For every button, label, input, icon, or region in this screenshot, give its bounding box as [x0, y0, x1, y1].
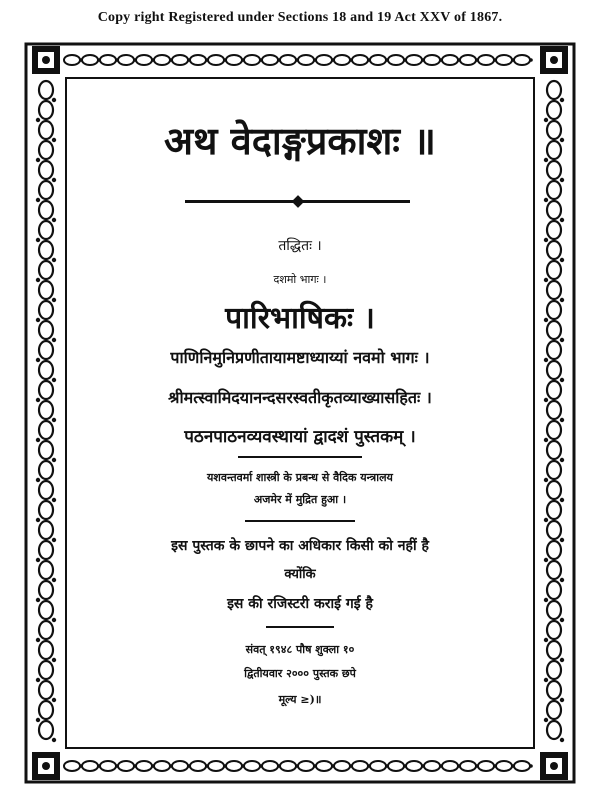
divider-rule	[185, 200, 410, 203]
date-line: संवत् १९४८ पौष शुक्ला १०	[245, 643, 355, 656]
book-title: अथ वेदाङ्गप्रकाशः ॥	[164, 118, 436, 163]
description-line-1: पाणिनिमुनिप्रणीतायामष्टाध्याय्यां नवमो भागः ।	[170, 348, 430, 367]
title-page-content	[80, 60, 520, 750]
description-line-3: पठनपाठनव्यवस्थायां द्वादशं पुस्तकम् ।	[184, 427, 416, 447]
rights-notice-1: इस पुस्तक के छापने का अधिकार किसी को नहीं है	[171, 538, 429, 554]
press-line-2: अजमेर में मुद्रित हुआ ।	[253, 493, 347, 506]
copyright-notice: Copy right Registered under Sections 18 and 19 Act XXV of 1867.	[97, 10, 503, 25]
rights-notice-2: क्योंकि	[284, 567, 316, 582]
press-line-1: यशवन्तवर्मा शास्त्री के प्रबन्ध से वैदिक यन्त्रालय	[207, 471, 393, 484]
divider-rule	[238, 456, 362, 458]
price-line: मूल्य ≥)॥	[278, 693, 322, 706]
edition-line: द्वितीयवार २००० पुस्तक छपे	[244, 667, 356, 680]
description-line-2: श्रीमत्स्वामिदयानन्दसरस्वतीकृतव्याख्यासहितः ।	[168, 388, 432, 407]
subject-label: तद्धितः ।	[278, 238, 322, 254]
divider-rule	[245, 520, 355, 522]
part-label: दशमो भागः ।	[273, 273, 327, 286]
section-title: पारिभाषिकः ।	[225, 301, 375, 336]
rights-notice-3: इस की रजिस्टरी कराई गई है	[227, 596, 373, 612]
divider-rule	[266, 626, 334, 628]
